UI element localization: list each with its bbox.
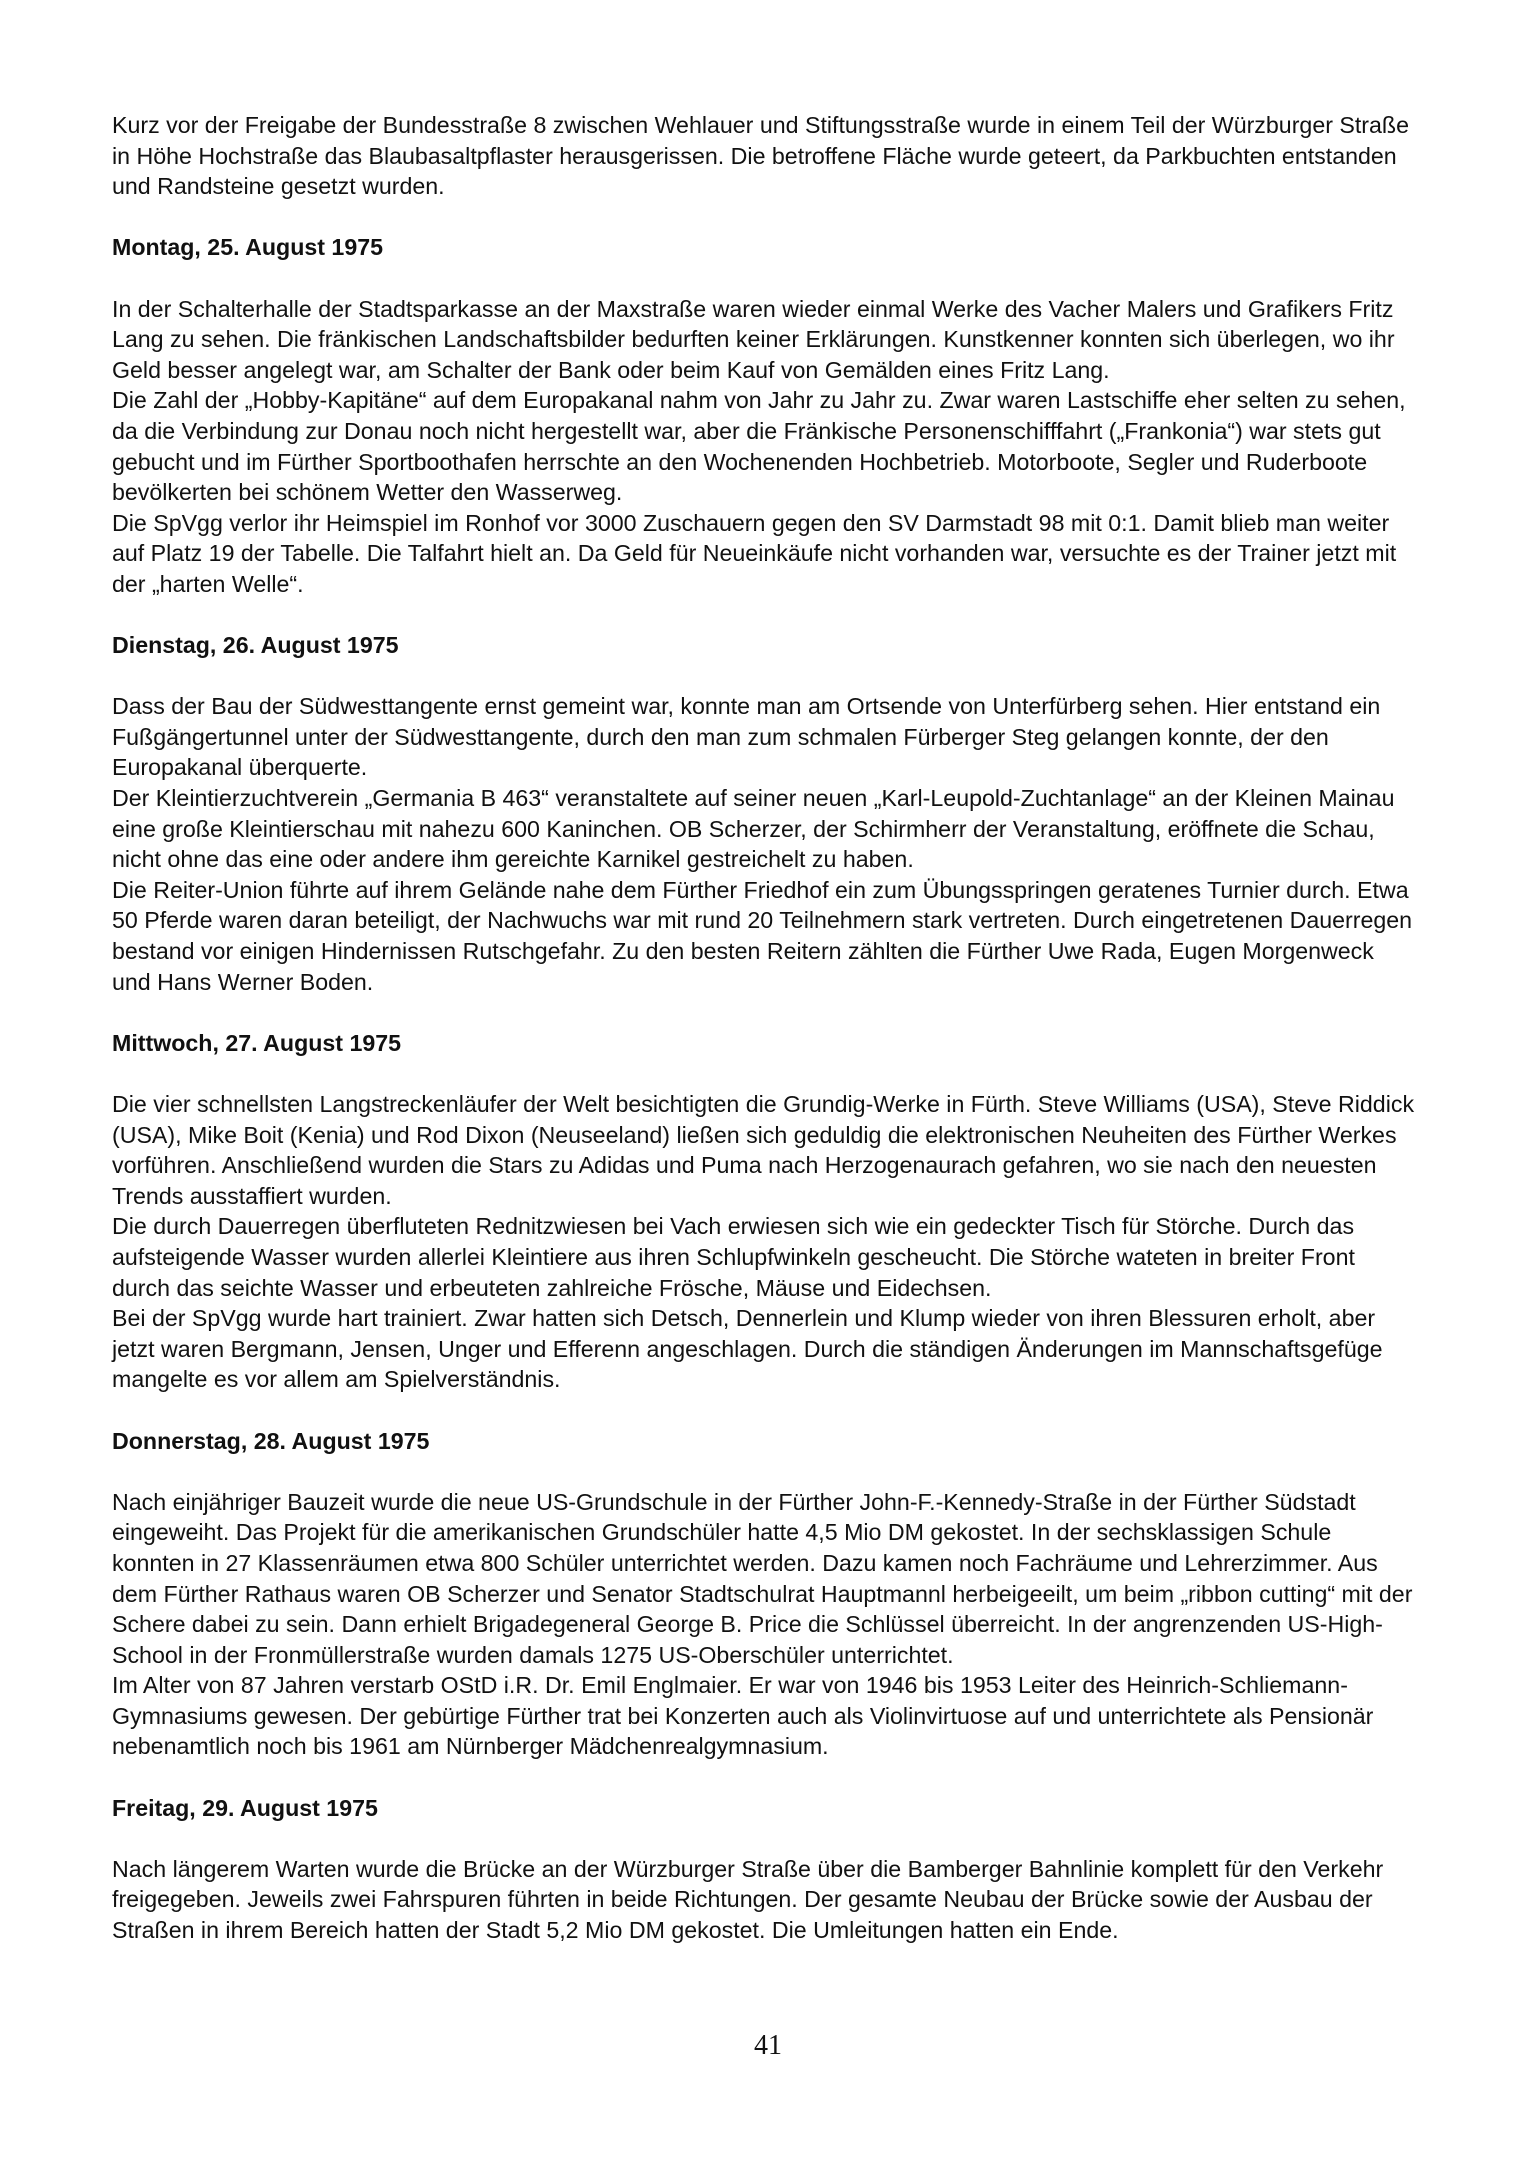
paragraph: Im Alter von 87 Jahren verstarb OStD i.R. Dr. Emil Englmaier. Er war von 1946 bis 1953 Leiter des Heinrich-Schliemann-Gymnasiums gewesen. Der gebürtige Fürther trat bei Konzerten auch als Violinvirtuose auf und unterrichtete als Pensionär nebenamtlich noch bis 1961 am Nürnberger Mädchenrealgymnasium. bbox=[112, 1672, 1374, 1760]
document-page bbox=[112, 110, 1418, 1946]
page-number: 41 bbox=[754, 2030, 782, 2061]
section-mittwoch bbox=[112, 1028, 1418, 1395]
section-heading: Donnerstag, 28. August 1975 bbox=[112, 1427, 430, 1454]
paragraph: In der Schalterhalle der Stadtsparkasse an der Maxstraße waren wieder einmal Werke des Vacher Malers und Grafikers Fritz Lang zu sehen. Die fränkischen Landschaftsbilder bedurften keiner Erklärungen. Kunstkenner konnten sich überlegen, wo ihr Geld besser angelegt war, am Schalter der Bank oder beim Kauf von Gemälden eines Fritz Lang. bbox=[112, 295, 1395, 383]
intro-paragraph: Kurz vor der Freigabe der Bundesstraße 8 zwischen Wehlauer und Stiftungsstraße wurde in einem Teil der Würzburger Straße in Höhe Hochstraße das Blaubasaltpflaster herausgerissen. Die betroffene Fläche wurde geteert, da Parkbuchten entstanden und Randsteine gesetzt wurden. bbox=[112, 112, 1409, 200]
section-donnerstag bbox=[112, 1426, 1418, 1763]
paragraph: Bei der SpVgg wurde hart trainiert. Zwar hatten sich Detsch, Dennerlein und Klump wieder von ihren Blessuren erholt, aber jetzt waren Bergmann, Jensen, Unger und Efferenn angeschlagen. Durch die ständigen Änderungen im Mannschaftsgefüge mangelte es vor allem am Spielverständnis. bbox=[112, 1305, 1383, 1393]
paragraph: Dass der Bau der Südwesttangente ernst gemeint war, konnte man am Ortsende von Unterfürberg sehen. Hier entstand ein Fußgängertunnel unter der Südwesttangente, durch den man zum schmalen Fürberger Steg gelangen konnte, der den Europakanal überquerte. bbox=[112, 693, 1381, 781]
section-heading: Mittwoch, 27. August 1975 bbox=[112, 1029, 402, 1056]
section-freitag bbox=[112, 1793, 1418, 1946]
paragraph: Die Reiter-Union führte auf ihrem Gelände nahe dem Fürther Friedhof ein zum Übungsspringen geratenes Turnier durch. Etwa 50 Pferde waren daran beteiligt, der Nachwuchs war mit rund 20 Teilnehmern stark vertreten. Durch eingetretenen Dauerregen bestand vor einigen Hindernissen Rutschgefahr. Zu den besten Reitern zählten die Fürther Uwe Rada, Eugen Morgenweck und Hans Werner Boden. bbox=[112, 876, 1413, 995]
paragraph: Die durch Dauerregen überfluteten Rednitzwiesen bei Vach erwiesen sich wie ein gedeckter Tisch für Störche. Durch das aufsteigende Wasser wurden allerlei Kleintiere aus ihren Schlupfwinkeln gescheucht. Die Störche wateten in breiter Front durch das seichte Wasser und erbeuteten zahlreiche Frösche, Mäuse und Eidechsen. bbox=[112, 1213, 1355, 1301]
section-heading: Montag, 25. August 1975 bbox=[112, 234, 384, 261]
paragraph: Nach längerem Warten wurde die Brücke an der Würzburger Straße über die Bamberger Bahnlinie komplett für den Verkehr freigegeben. Jeweils zwei Fahrspuren führten in beide Richtungen. Der gesamte Neubau der Brücke sowie der Ausbau der Straßen in ihrem Bereich hatten der Stadt 5,2 Mio DM gekostet. Die Umleitungen hatten ein Ende. bbox=[112, 1855, 1384, 1944]
paragraph: Nach einjähriger Bauzeit wurde die neue US-Grundschule in der Fürther John-F.-Kennedy-Straße in der Fürther Südstadt eingeweiht. Das Projekt für die amerikanischen Grundschüler hatte 4,5 Mio DM gekostet. In der sechsklassigen Schule konnten in 27 Klassenräumen etwa 800 Schüler unterrichtet werden. Dazu kamen noch Fachräume und Lehrerzimmer. Aus dem Fürther Rathaus waren OB Scherzer und Senator Stadtschulrat Hauptmannl herbeigeeilt, um beim „ribbon cutting“ mit der Schere dabei zu sein. Dann erhielt Brigadegeneral George B. Price die Schlüssel überreicht. In der angrenzenden US-High-School in der Fronmüllerstraße wurden damals 1275 US-Oberschüler unterrichtet. bbox=[112, 1488, 1413, 1668]
section-montag bbox=[112, 232, 1418, 599]
paragraph: Der Kleintierzuchtverein „Germania B 463“ veranstaltete auf seiner neuen „Karl-Leupold-Zuchtanlage“ an der Kleinen Mainau eine große Kleintierschau mit nahezu 600 Kaninchen. OB Scherzer, der Schirmherr der Veranstaltung, eröffnete die Schau, nicht ohne das eine oder andere ihm gereichte Karnikel gestreichelt zu haben. bbox=[112, 785, 1395, 873]
paragraph: Die vier schnellsten Langstreckenläufer der Welt besichtigten die Grundig-Werke in Fürth. Steve Williams (USA), Steve Riddick (USA), Mike Boit (Kenia) und Rod Dixon (Neuseeland) ließen sich geduldig die elektronischen Neuheiten des Fürther Werkes vorführen. Anschließend wurden die Stars zu Adidas und Puma nach Herzogenaurach gefahren, wo sie nach den neuesten Trends ausstaffiert wurden. bbox=[112, 1091, 1415, 1209]
paragraph: Die Zahl der „Hobby-Kapitäne“ auf dem Europakanal nahm von Jahr zu Jahr zu. Zwar waren Lastschiffe eher selten zu sehen, da die Verbindung zur Donau noch nicht hergestellt war, aber die Fränkische Personenschifffahrt („Frankonia“) war stets gut gebucht und im Fürther Sportboothafen herrschte an den Wochenenden Hochbetrieb. Motorboote, Segler und Ruderboote bevölkerten bei schönem Wetter den Wasserweg. bbox=[112, 387, 1406, 506]
paragraph: Die SpVgg verlor ihr Heimspiel im Ronhof vor 3000 Zuschauern gegen den SV Darmstadt 98 mit 0:1. Damit blieb man weiter auf Platz 19 der Tabelle. Die Talfahrt hielt an. Da Geld für Neueinkäufe nicht vorhanden war, versuchte es der Trainer jetzt mit der „harten Welle“. bbox=[112, 509, 1397, 597]
section-dienstag bbox=[112, 630, 1418, 997]
section-heading: Dienstag, 26. August 1975 bbox=[112, 632, 399, 659]
section-heading: Freitag, 29. August 1975 bbox=[112, 1794, 378, 1821]
